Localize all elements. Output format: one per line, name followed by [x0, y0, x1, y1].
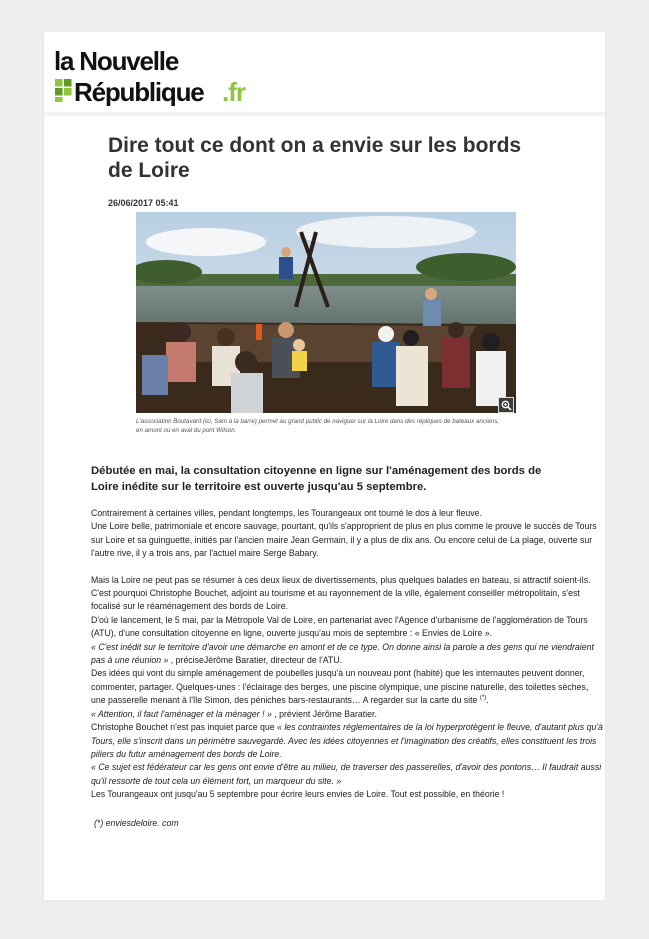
article-photo[interactable]	[136, 212, 516, 413]
footnote-ref[interactable]: (*)	[479, 695, 487, 702]
paragraph: Contrairement à certaines villes, pendant longtemps, les Tourangeaux ont tourné le dos à leur fleuve.	[91, 508, 482, 518]
boat-photo-illustration	[136, 212, 516, 413]
paragraph: Les Tourangeaux ont jusqu'au 5 septembre pour écrire leurs envies de Loire. Tout est possible, en théorie !	[91, 789, 505, 800]
paragraph: D'où le lancement, le 5 mai, par la Métropole Val de Loire, en partenariat avec l'Agence d'urbanisme de l'agglomération de Tours (ATU), d'une consultation citoyenne en ligne, ouverte jusqu'au mois de septembre : « Envies de Loire ».	[91, 614, 588, 639]
paragraph	[91, 721, 603, 761]
quote-paragraph	[91, 708, 603, 721]
article-title: Dire tout ce dont on a envie sur les bords de Loire	[108, 134, 522, 182]
masthead-separator	[44, 112, 605, 116]
quote: « C'est inédit sur le territoire d'avoir une démarche en amont et de ce type. On donne ainsi la parole a des gens qui ne viendraient pas à une réunion »	[91, 641, 594, 666]
quote: « les contraintes réglementaires de la loi hyperprotègent le fleuve, d'autant plus qu'à Tours, elle s'inscrit dans un périmètre sauvegardé. Avec les idées citoyennes et l'imagination des créatifs, elles constituent les trois piliers du futur aménagement des bords de Loire.	[91, 722, 603, 759]
paragraph-text: Des idées qui vont du simple aménagement de poubelles jusqu'à un nouveau pont (habité) que les internautes peuvent donner, commenter, partager. Quelques-unes : l'éclairage des berges, une piscine olympique, une piscine naturelle, des toilettes sèches, une passerelle menant à l'île Simon, des péniches bars-restaurants… A regarder sur la carte du site	[91, 668, 589, 706]
paragraph-text: Christophe Bouchet n'est pas inquiet parce que	[91, 722, 278, 733]
site-logo[interactable]	[54, 46, 294, 106]
article-body	[91, 507, 603, 830]
attribution: , prévient Jérôme Baratier.	[274, 708, 377, 719]
article-lead: Débutée en mai, la consultation citoyenne en ligne sur l'aménagement des bords de Loire inédite sur le territoire est ouverte jusqu'au 5 septembre.	[91, 465, 542, 493]
article-date: 26/06/2017 05:41	[108, 198, 179, 208]
zoom-button[interactable]	[498, 397, 514, 413]
quote: « Attention, il faut l'aménager et la ménager ! »	[91, 708, 275, 719]
punctuation: .	[486, 695, 489, 706]
logo-graphic	[54, 46, 294, 106]
magnifier-icon	[501, 400, 512, 411]
paragraph: Une Loire belle, patrimoniale et encore sauvage, pourtant, qu'ils s'approprient de plus en plus comme le prouve le succès de Tours sur Loire et sa guinguette, initiés par l'ancien maire Jean Germain, il y a plus de dix ans. Ou encore celui de La plage, ouverte sur l'autre rive, il y a trois ans, par l'actuel maire Serge Babary.	[91, 521, 597, 559]
svg-text:République: République	[74, 77, 204, 106]
article-page	[44, 32, 605, 900]
svg-text:la Nouvelle: la Nouvelle	[54, 46, 179, 76]
svg-text:.fr: .fr	[222, 77, 245, 106]
attribution: , préciseJérôme Baratier, directeur de l'ATU.	[170, 655, 343, 666]
photo-caption: L'association Boutavant (ici, Sam à la barre) permet au grand public de naviguer sur la Loire dans des répliques de bateaux anciens, en amont ou en aval du pont Wilson.	[136, 418, 500, 434]
paragraph	[91, 667, 603, 707]
quote: « Ce sujet est fédérateur car les gens ont envie d'être au milieu, de traverser des passerelles, d'avoir des pontons… Il faudrait aussi qu'il ressorte de tout cela un élément fort, un marqueur du site. »	[91, 762, 602, 786]
quote-paragraph	[91, 641, 603, 668]
footnote: (*) enviesdeloire. com	[94, 817, 179, 828]
quote-paragraph	[91, 761, 603, 788]
paragraph: Mais la Loire ne peut pas se résumer à ces deux lieux de divertissements, plus quelques balades en bateau, si attractif soient-ils. C'est pourquoi Christophe Bouchet, adjoint au tourisme et au rayonnement de la ville, également conseiller métropolitain, s'est focalisé sur le réaménagement des bords de Loire.	[91, 574, 591, 612]
paragraph-gap	[91, 561, 603, 574]
masthead	[44, 32, 605, 112]
